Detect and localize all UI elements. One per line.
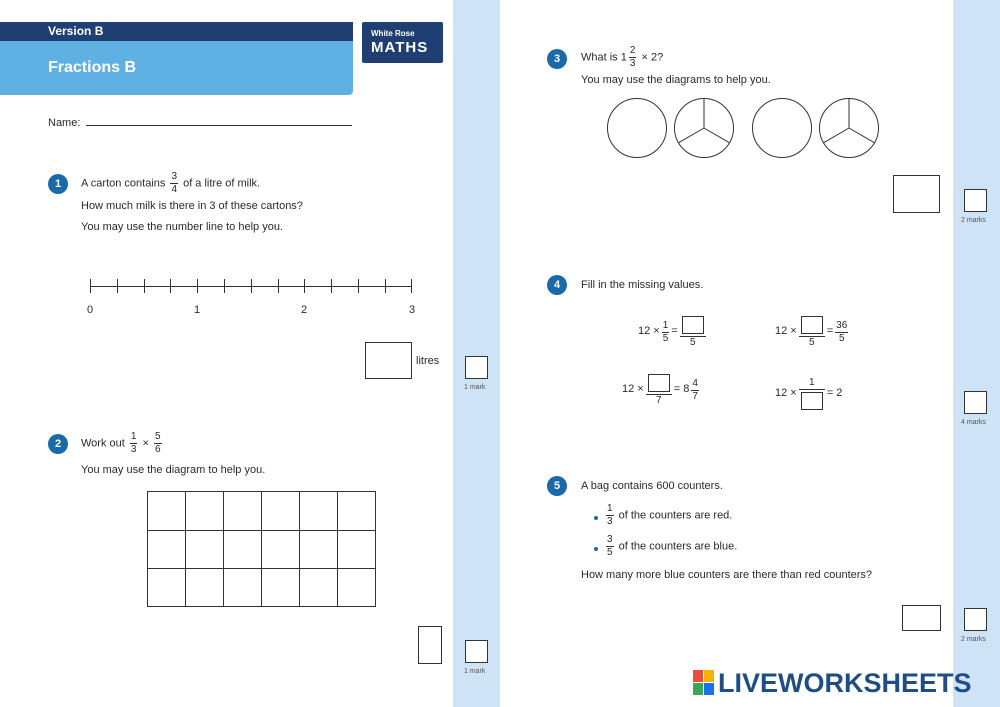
whole-circle-1 — [608, 99, 667, 158]
numberline-label-0: 0 — [87, 304, 94, 316]
q3-line1: What is 1 $\frac{2}{3}$ × 2? — [581, 45, 664, 69]
q4-e4-denominator-box[interactable] — [801, 392, 823, 410]
q2-answer-box[interactable] — [418, 626, 442, 664]
logo-line1: White Rose — [371, 29, 415, 38]
q4-mark-box[interactable] — [964, 391, 987, 414]
liveworksheets-watermark — [693, 668, 972, 698]
right-margin-strip — [953, 0, 1000, 707]
q1-marks: 1 mark — [464, 384, 486, 391]
q1-fraction: $\frac{3}{4}$ — [171, 171, 178, 195]
q4-marks: 4 marks — [961, 419, 986, 426]
version-label: Version B — [48, 24, 104, 38]
q5-marks: 2 marks — [961, 636, 986, 643]
q1-answer-box[interactable] — [365, 342, 412, 379]
numberline-label-2: 2 — [301, 304, 308, 316]
left-margin-strip — [453, 0, 500, 707]
watermark-text: LIVEWORKSHEETS — [718, 667, 972, 698]
q3-mark-box[interactable] — [964, 189, 987, 212]
q3-marks: 2 marks — [961, 217, 986, 224]
q3-circle-diagrams — [604, 96, 884, 160]
q1-unit: litres — [416, 355, 440, 367]
q5-bullet-1-text: $\frac{1}{3}$ of the counters are red. — [607, 503, 733, 527]
whole-circle-2 — [753, 99, 812, 158]
q5-bullet-1 — [594, 516, 598, 520]
q3-line2: You may use the diagrams to help you. — [581, 74, 771, 86]
question-4-badge: 4 — [547, 275, 567, 295]
q3-answer-box[interactable] — [893, 175, 940, 213]
question-5-badge: 5 — [547, 476, 567, 496]
name-line[interactable] — [86, 125, 352, 126]
header-title-bar — [0, 41, 353, 95]
q2-marks: 1 mark — [464, 668, 486, 675]
q1-line3: You may use the number line to help you. — [81, 221, 284, 233]
page-title: Fractions B — [48, 59, 137, 76]
name-label: Name: — [48, 117, 81, 129]
q4-instruction: Fill in the missing values. — [581, 279, 704, 291]
q5-bullet-2-text: $\frac{3}{5}$ of the counters are blue. — [607, 534, 738, 558]
question-2-badge: 2 — [48, 434, 68, 454]
q4-equation-4: 12 × 1 = 2 — [775, 378, 842, 410]
question-3-badge: 3 — [547, 49, 567, 69]
q5-line1: A bag contains 600 counters. — [581, 480, 723, 492]
q5-mark-box[interactable] — [964, 608, 987, 631]
q4-equation-1: 12 × $\frac{1}{5}$ = 5 — [638, 316, 708, 348]
q4-e3-numerator-box[interactable] — [648, 374, 670, 392]
numberline-label-3: 3 — [409, 304, 416, 316]
question-1-badge: 1 — [48, 174, 68, 194]
q4-equation-3: 12 × 7 = 8 $\frac{4}{7}$ — [622, 374, 701, 406]
numberline-label-1: 1 — [194, 304, 201, 316]
header-version-bar — [0, 22, 353, 41]
q2-line2: You may use the diagram to help you. — [81, 464, 266, 476]
number-line — [90, 279, 412, 299]
q4-equation-2: 12 × 5 = $\frac{36}{5}$ — [775, 316, 850, 348]
q1-mark-box[interactable] — [465, 356, 488, 379]
white-rose-logo — [362, 22, 443, 63]
q5-answer-box[interactable] — [902, 605, 941, 631]
logo-line2: MATHS — [371, 39, 429, 56]
q5-bullet-2 — [594, 547, 598, 551]
q4-e2-numerator-box[interactable] — [801, 316, 823, 334]
q2-grid-diagram — [147, 491, 376, 607]
q5-question: How many more blue counters are there than red counters? — [581, 569, 873, 581]
q1-line1: A carton contains $\frac{3}{4}$ of a litre of milk. — [81, 171, 261, 195]
liveworksheets-logo-icon — [693, 670, 715, 696]
q4-e1-numerator-box[interactable] — [682, 316, 704, 334]
q1-line2: How much milk is there in 3 of these cartons? — [81, 200, 303, 212]
q2-mark-box[interactable] — [465, 640, 488, 663]
q2-line1: Work out $\frac{1}{3}$ × $\frac{5}{6}$ — [81, 431, 161, 455]
